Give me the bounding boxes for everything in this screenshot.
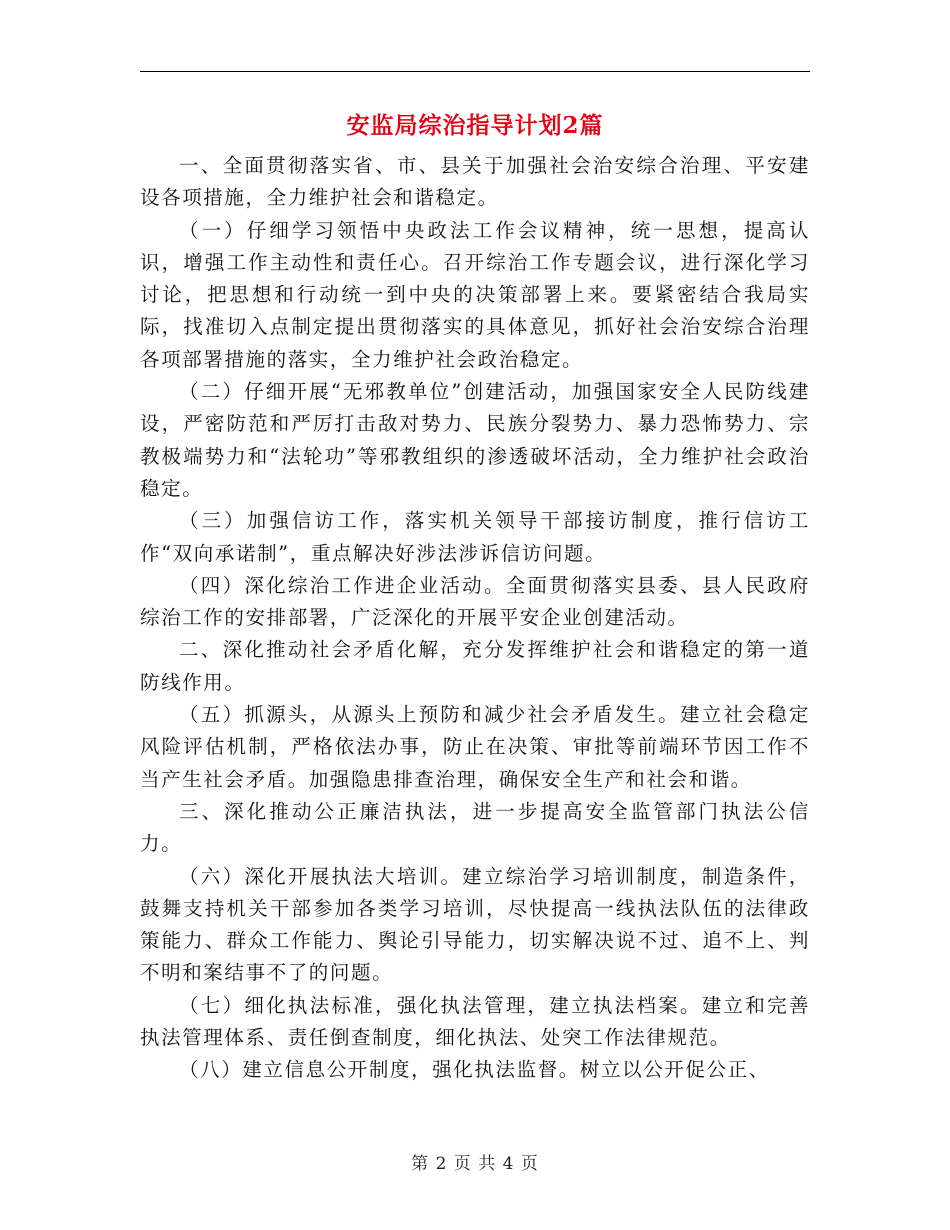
paragraph-item-6: （六）深化开展执法大培训。建立综治学习培训制度，制造条件，鼓舞支持机关干部参加各类学习培训，尽快提高一线执法队伍的法律政策能力、群众工作能力、舆论引导能力，切实解决说不过、追不上、判不明和案结事不了的问题。 — [140, 864, 810, 985]
document-title: 安监局综治指导计划2篇 — [346, 112, 604, 139]
paragraph-section-3: 三、深化推动公正廉洁执法，进一步提高安全监管部门执法公信力。 — [140, 799, 810, 856]
paragraph-item-2: （二）仔细开展“无邪教单位”创建活动，加强国家安全人民防线建设，严密防范和严厉打击敌对势力、民族分裂势力、暴力恐怖势力、宗教极端势力和“法轮功”等邪教组织的渗透破坏活动，全力维护社会政治稳定。 — [140, 380, 810, 500]
paragraph-section-2: 二、深化推动社会矛盾化解，充分发挥维护社会和谐稳定的第一道防线作用。 — [140, 638, 810, 694]
document-body — [140, 150, 810, 1087]
header-rule — [140, 71, 810, 72]
paragraph-item-5: （五）抓源头，从源头上预防和减少社会矛盾发生。建立社会稳定风险评估机制，严格依法办事，防止在决策、审批等前端环节因工作不当产生社会矛盾。加强隐患排查治理，确保安全生产和社会和谐。 — [140, 703, 810, 791]
paragraph-item-1: （一）仔细学习领悟中央政法工作会议精神，统一思想，提高认识，增强工作主动性和责任心。召开综治工作专题会议，进行深化学习讨论，把思想和行动统一到中央的决策部署上来。要紧密结合我局实际，找准切入点制定提出贯彻落实的具体意见，抓好社会治安综合治理各项部署措施的落实，全力维护社会政治稳定。 — [140, 218, 810, 371]
paragraph-item-4: （四）深化综治工作进企业活动。全面贯彻落实县委、县人民政府综治工作的安排部署，广泛深化的开展平安企业创建活动。 — [140, 573, 810, 630]
paragraph-item-8: （八）建立信息公开制度，强化执法监督。树立以公开促公正、 — [179, 1058, 770, 1082]
page-number-footer: 第 2 页 共 4 页 — [411, 1154, 539, 1174]
paragraph-item-7: （七）细化执法标准，强化执法管理，建立执法档案。建立和完善执法管理体系、责任倒查制度，细化执法、处突工作法律规范。 — [140, 993, 810, 1050]
paragraph-item-3: （三）加强信访工作，落实机关领导干部接访制度，推行信访工作“双向承诺制”，重点解决好涉法涉诉信访问题。 — [140, 509, 810, 565]
paragraph-section-1: 一、全面贯彻落实省、市、县关于加强社会治安综合治理、平安建设各项措施，全力维护社会和谐稳定。 — [140, 154, 810, 210]
